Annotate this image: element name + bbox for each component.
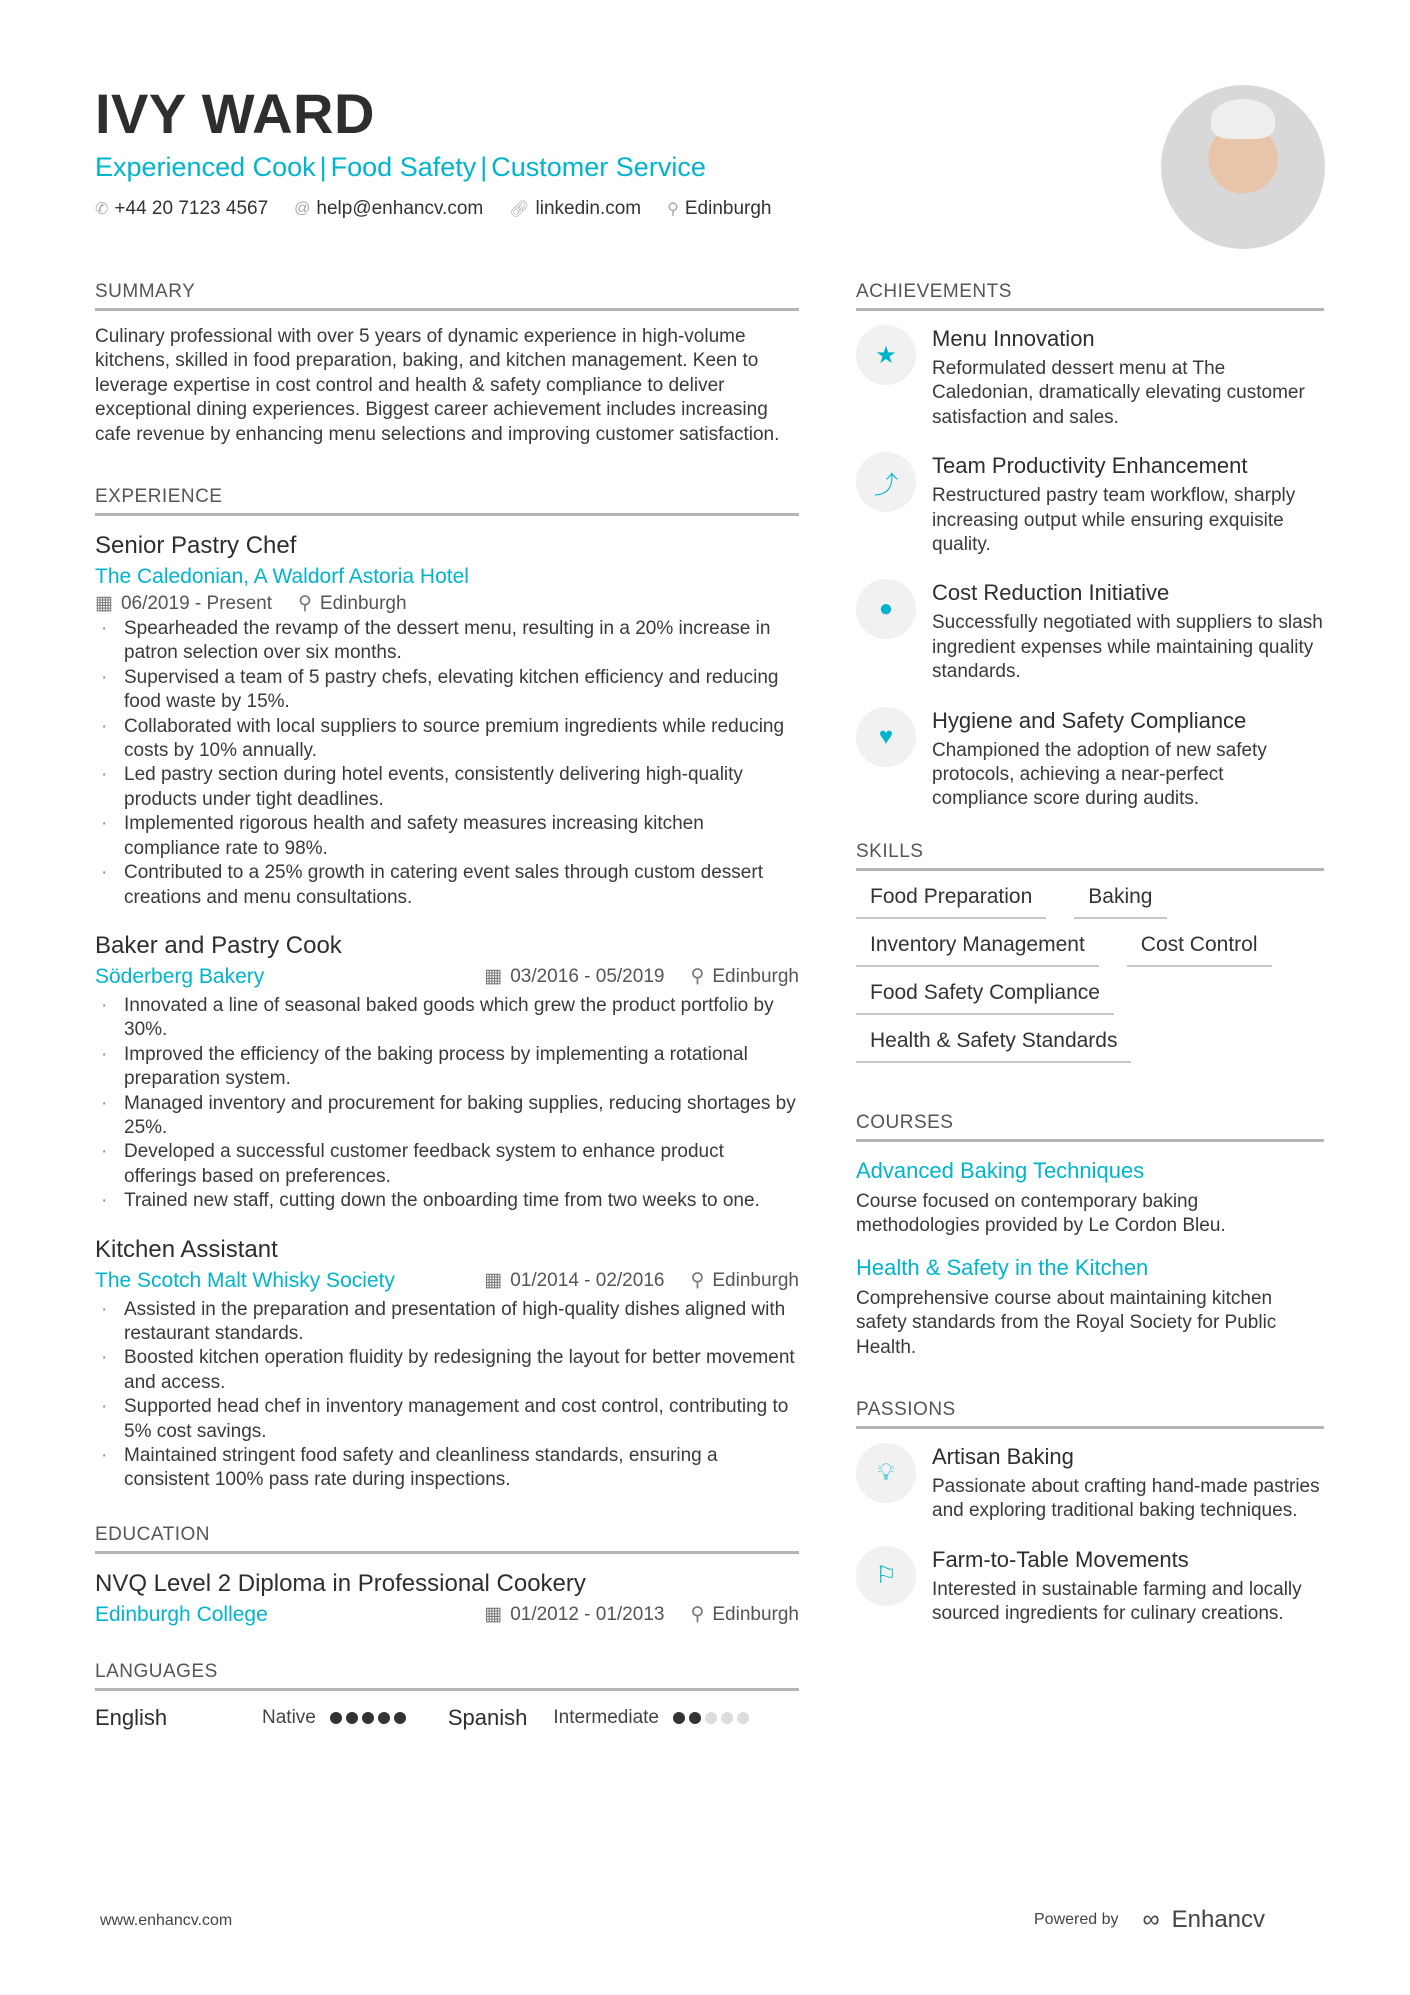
at-icon: @ [294,200,311,217]
bullet-list [95,1298,799,1493]
headline-item: Customer Service [491,152,706,182]
summary-text: Culinary professional with over 5 years of dynamic experience in high-volume kitchens, skilled in food preparation, baking, and kitchen management. Keen to leverage expertise in cost control and health & safety compliance to deliver exceptional dining experiences. Biggest career achievement includes increasing cafe revenue by enhancing menu selections and improving customer satisfaction. [95,326,780,445]
proficiency-dot [378,1712,390,1724]
skill-tag: Health & Safety Standards [856,1029,1131,1063]
phone-icon: ✆ [95,201,109,218]
separator: | [319,152,327,182]
calendar-icon: ▦ [95,593,113,615]
bullet-item: · Supervised a team of 5 pastry chefs, elevating kitchen efficiency and reducing food waste by 15%. [95,666,799,715]
proficiency-dot [705,1712,717,1724]
bullet-item: · Managed inventory and procurement for baking supplies, reducing shortages by 25%. [95,1092,799,1141]
passion-title: Farm-to-Table Movements [932,1546,1189,1572]
achievement-desc: Championed the adoption of new safety protocols, achieving a near-perfect compliance score during audits. [932,739,1267,810]
headline-item: Experienced Cook [95,152,316,182]
footer-website[interactable]: www.enhancv.com [100,1912,233,1929]
skill-tag: Inventory Management [856,933,1099,967]
passion-desc: Passionate about crafting hand-made pastries and exploring traditional baking techniques. [932,1475,1320,1522]
course-desc: Course focused on contemporary baking methodologies provided by Le Cordon Bleu. [856,1190,1226,1237]
experience-section [95,485,799,1493]
passion-item [856,1546,1324,1627]
skills-section [856,840,1324,1063]
experience-entry [95,930,799,1214]
bullet-item: · Trained new staff, cutting down the onboarding time from two weeks to one. [95,1189,799,1213]
bullet-item: · Maintained stringent food safety and cleanliness standards, ensuring a consistent 100% pass rate during inspections. [95,1444,799,1493]
bullet-item: · Implemented rigorous health and safety measures increasing kitchen compliance rate to 98%. [95,812,799,861]
job-title: Senior Pastry Chef [95,532,297,560]
course-desc: Comprehensive course about maintaining kitchen safety standards from the Royal Society for Public Health. [856,1287,1277,1358]
job-dates: 06/2019 - Present [120,593,272,615]
bullet-item: · Assisted in the preparation and presentation of high-quality dishes aligned with restaurant standards. [95,1298,799,1347]
head-icon: ● [856,579,916,639]
achievement-title: Hygiene and Safety Compliance [932,707,1247,733]
location-pin-icon: ⚲ [690,1604,705,1626]
job-meta [95,592,799,615]
education-section [95,1523,799,1630]
bullet-item: · Developed a successful customer feedback system to enhance product offerings based on preferences. [95,1140,799,1189]
bullet-item: · Innovated a line of seasonal baked goods which grew the product portfolio by 30%. [95,994,799,1043]
experience-entry [95,1234,799,1493]
skill-tag: Cost Control [1127,933,1272,967]
contact-list [95,198,771,220]
course-title: Health & Safety in the Kitchen [856,1254,1149,1280]
section-heading: SUMMARY [95,280,799,311]
section-heading: EXPERIENCE [95,485,799,516]
job-location: Edinburgh [319,593,407,615]
company-name: The Scotch Malt Whisky Society [95,1268,395,1292]
section-heading: PASSIONS [856,1398,1324,1429]
achievement-desc: Successfully negotiated with suppliers to slash ingredient expenses while maintaining quality standards. [932,612,1323,683]
summary-section [95,280,799,447]
section-heading: EDUCATION [95,1523,799,1554]
contact-phone[interactable] [95,198,268,220]
bullet-item: · Spearheaded the revamp of the dessert menu, resulting in a 20% increase in patron selection over six months. [95,617,799,666]
job-title: Kitchen Assistant [95,1235,278,1263]
proficiency-dot [673,1712,685,1724]
star-icon: ★ [856,325,916,385]
section-heading: COURSES [856,1111,1324,1142]
course-title: Advanced Baking Techniques [856,1157,1145,1183]
candidate-name: IVY WARD [95,82,375,145]
resume-header [95,84,771,220]
bullet-list [95,994,799,1214]
education-location: Edinburgh [712,1604,799,1626]
separator: | [480,152,488,182]
calendar-icon: ▦ [484,966,503,988]
profile-photo [1161,85,1325,249]
language-level: Native [262,1706,316,1728]
contact-linkedin[interactable] [509,198,641,220]
proficiency-dot [362,1712,374,1724]
language-name: English [95,1704,168,1730]
linkedin-text: linkedin.com [535,198,642,219]
achievement-item [856,452,1324,557]
location-pin-icon: ⚲ [298,593,312,615]
skill-tag: Food Safety Compliance [856,981,1114,1015]
location-text: Edinburgh [684,198,772,219]
job-meta [484,965,799,988]
achievement-item [856,325,1324,430]
flag-icon: ⚐ [856,1546,916,1606]
bullet-item: · Supported head chef in inventory management and cost control, contributing to 5% cost savings. [95,1395,799,1444]
section-heading: LANGUAGES [95,1660,799,1691]
link-icon: 🔗︎ [509,201,530,218]
section-heading: SKILLS [856,840,1324,871]
skill-tag: Baking [1074,885,1166,919]
courses-section [856,1111,1324,1360]
bullet-item: · Led pastry section during hotel events, consistently delivering high-quality products under tight deadlines. [95,763,799,812]
brand-name: Enhancv [1171,1906,1266,1933]
calendar-icon: ▦ [484,1604,503,1626]
job-meta [484,1269,799,1292]
passion-title: Artisan Baking [932,1443,1074,1469]
phone-text: +44 20 7123 4567 [114,198,269,219]
email-text: help@enhancv.com [316,198,484,219]
bullet-item: · Collaborated with local suppliers to source premium ingredients while reducing costs by 10% annually. [95,715,799,764]
passion-desc: Interested in sustainable farming and locally sourced ingredients for culinary creations. [932,1578,1302,1625]
languages-section [95,1660,799,1731]
company-name: Söderberg Bakery [95,964,265,988]
section-heading: ACHIEVEMENTS [856,280,1324,311]
degree-title: NVQ Level 2 Diploma in Professional Cookery [95,1569,586,1597]
proficiency-dot [330,1712,342,1724]
headline-item: Food Safety [330,152,477,182]
skill-tag: Food Preparation [856,885,1046,919]
job-dates: 03/2016 - 05/2019 [510,966,665,988]
bullet-item: · Improved the efficiency of the baking process by implementing a rotational preparation system. [95,1043,799,1092]
proficiency-dot [394,1712,406,1724]
enhancv-logo[interactable] [1143,1906,1266,1934]
proficiency-dot [737,1712,749,1724]
proficiency-dots [673,1712,749,1724]
bullet-list [95,617,799,910]
proficiency-dot [721,1712,733,1724]
job-dates: 01/2014 - 02/2016 [510,1270,665,1292]
bullet-item: · Boosted kitchen operation fluidity by redesigning the layout for better movement and access. [95,1346,799,1395]
lightbulb-icon: 💡︎ [856,1443,916,1503]
strategy-icon: ⤴ [856,452,916,512]
calendar-icon: ▦ [484,1270,503,1292]
achievement-item [856,707,1324,812]
footer-branding [1034,1906,1265,1934]
contact-email[interactable] [294,198,483,220]
proficiency-dot [346,1712,358,1724]
passion-item [856,1443,1324,1524]
heart-icon: ♥ [856,707,916,767]
education-dates: 01/2012 - 01/2013 [510,1604,665,1626]
proficiency-dot [689,1712,701,1724]
achievement-title: Menu Innovation [932,326,1095,351]
language-name: Spanish [447,1704,528,1730]
experience-entry [95,530,799,910]
achievement-title: Cost Reduction Initiative [932,580,1170,606]
achievement-title: Team Productivity Enhancement [932,453,1248,479]
job-location: Edinburgh [712,966,799,988]
company-name: The Caledonian, A Waldorf Astoria Hotel [95,565,469,589]
passions-section [856,1398,1324,1627]
job-title: Baker and Pastry Cook [95,931,342,959]
achievements-section [856,280,1324,812]
achievement-item [856,579,1324,684]
job-location: Edinburgh [712,1270,799,1292]
location-pin-icon: ⚲ [690,1270,705,1292]
language-level: Intermediate [553,1706,659,1728]
headline [95,150,771,184]
enhancv-logo-icon: ∞ [1142,1906,1160,1933]
left-column [95,280,799,1769]
bullet-item: · Contributed to a 25% growth in catering event sales through custom dessert creations and menu consultations. [95,861,799,910]
education-meta [484,1603,799,1626]
powered-by-text: Powered by [1034,1911,1119,1928]
school-name: Edinburgh College [95,1602,268,1626]
location-pin-icon: ⚲ [667,201,679,218]
achievement-desc: Reformulated dessert menu at The Caledonian, dramatically elevating customer satisfaction and sales. [932,358,1305,428]
location-pin-icon: ⚲ [690,966,705,988]
right-column [856,280,1324,1665]
achievement-desc: Restructured pastry team workflow, sharply increasing output while ensuring exquisite quality. [932,485,1296,556]
contact-location [667,198,771,220]
proficiency-dots [330,1712,406,1724]
